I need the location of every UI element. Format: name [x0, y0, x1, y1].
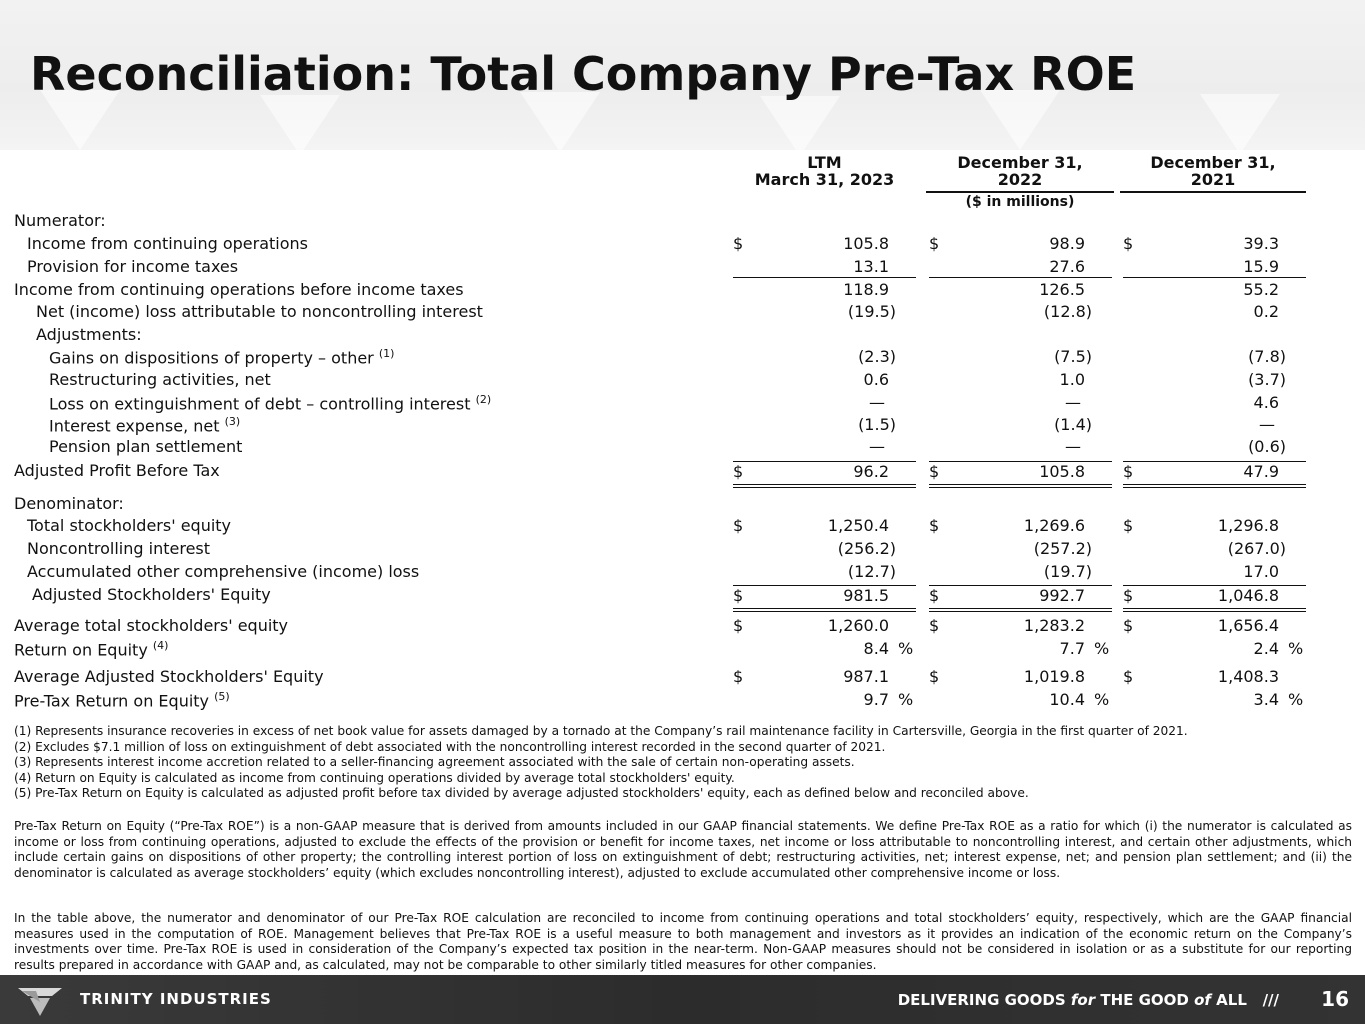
row-label-text: Adjusted Stockholders' Equity — [32, 585, 271, 604]
percent-sign: % — [898, 690, 914, 709]
cell-value: — — [869, 437, 885, 456]
footnote: (3) Represents interest income accretion related to a seller-financing agreement associated with the sale of certain non-operating assets. — [14, 755, 855, 769]
banner-decoration — [760, 96, 840, 150]
value-cell — [1123, 370, 1306, 392]
cell-value: 3.4 — [1253, 690, 1279, 709]
cell-value: (0.6) — [1248, 437, 1286, 456]
value-cell — [733, 302, 916, 324]
row-label-text: Net (income) loss attributable to noncontrolling interest — [36, 302, 483, 321]
column-header-ltm — [733, 154, 916, 188]
value-cell — [929, 347, 1112, 369]
value-cell — [1123, 437, 1306, 459]
cell-value: 1,269.6 — [1023, 516, 1085, 535]
value-cell — [929, 667, 1112, 689]
table-row — [0, 461, 1365, 483]
row-label — [49, 415, 240, 435]
unit-note: ($ in millions) — [965, 194, 1075, 210]
tagline-slashes: /// — [1262, 991, 1279, 1009]
cell-value: (257.2) — [1033, 539, 1092, 558]
row-label-text: Accumulated other comprehensive (income) loss — [27, 562, 420, 581]
dollar-sign: $ — [1123, 462, 1134, 481]
cell-value: 1,250.4 — [827, 516, 889, 535]
column-header-2021 — [1120, 154, 1306, 193]
definition-paragraph: Pre-Tax Return on Equity (“Pre-Tax ROE”) is a non-GAAP measure that is derived from amounts included in our GAAP financial statements. We define Pre-Tax ROE as a ratio for which (i) the numerator is calculated as income or loss from continuing operations, adjusted to exclude the effects of the provision or benefit for income taxes, net income or loss attributable to noncontrolling interest, and certain other adjustments, which include certain gains on dispositions of other property; the controlling interest portion of loss on extinguishment of debt; restructuring activities, net; interest expense, net; and pension plan settlement; and (ii) the denominator is calculated as average stockholders’ equity (which excludes noncontrolling interest), adjusted to exclude accumulated other comprehensive income or loss. — [14, 819, 1352, 880]
cell-value: (1.4) — [1054, 415, 1092, 434]
value-cell — [1123, 257, 1306, 278]
row-label-text: Loss on extinguishment of debt – controlling interest — [49, 394, 471, 414]
row-label — [27, 516, 231, 535]
tagline-part: DELIVERING GOODS — [897, 991, 1071, 1009]
dollar-sign: $ — [733, 616, 744, 635]
value-cell — [1123, 516, 1306, 538]
footnotes — [14, 724, 1354, 802]
cell-value: 118.9 — [843, 280, 889, 299]
value-cell — [733, 585, 916, 612]
row-label-text: Provision for income taxes — [27, 257, 239, 276]
banner-decoration — [1200, 94, 1280, 150]
column-header-line: LTM — [807, 153, 842, 172]
cell-value: (12.7) — [847, 562, 896, 581]
footnote-ref: (3) — [224, 415, 241, 428]
dollar-sign: $ — [929, 462, 940, 481]
cell-value: 39.3 — [1243, 234, 1279, 253]
value-cell — [929, 415, 1112, 437]
row-label-text: Income from continuing operations before income taxes — [14, 280, 464, 299]
table-row — [0, 415, 1365, 437]
cell-value: (19.7) — [1043, 562, 1092, 581]
row-label-text: Pension plan settlement — [49, 437, 243, 456]
percent-sign: % — [1094, 690, 1110, 709]
table-row — [0, 437, 1365, 459]
value-cell — [733, 461, 916, 488]
column-header-rule — [1120, 191, 1306, 193]
cell-value: 98.9 — [1049, 234, 1085, 253]
value-cell — [929, 562, 1112, 584]
table-row — [0, 494, 1365, 516]
row-label — [49, 347, 394, 367]
cell-value: 1.0 — [1059, 370, 1085, 389]
value-cell — [929, 393, 1112, 415]
row-label-text: Adjusted Profit Before Tax — [14, 461, 220, 480]
cell-value: 10.4 — [1049, 690, 1085, 709]
row-label-text: Restructuring activities, net — [49, 370, 271, 389]
value-cell — [1123, 393, 1306, 415]
row-label — [14, 690, 230, 710]
banner-decoration — [260, 95, 340, 150]
value-cell — [733, 257, 916, 278]
cell-value: (256.2) — [837, 539, 896, 558]
table-row — [0, 325, 1365, 347]
cell-value: 15.9 — [1243, 257, 1279, 276]
page-title: Reconciliation: Total Company Pre-Tax ROE — [30, 47, 1137, 101]
table-row — [0, 562, 1365, 584]
row-label-text: Gains on dispositions of property – other — [49, 348, 374, 368]
cell-value: 9.7 — [863, 690, 889, 709]
cell-value: 1,260.0 — [827, 616, 889, 635]
row-label-text: Total stockholders' equity — [27, 516, 232, 535]
value-cell — [733, 280, 916, 302]
value-cell — [733, 437, 916, 459]
cell-value: 1,296.8 — [1217, 516, 1279, 535]
row-label — [36, 325, 142, 344]
tagline-part: ALL — [1210, 991, 1247, 1009]
value-cell — [1123, 585, 1306, 612]
page-number: 16 — [1321, 987, 1349, 1011]
row-label — [14, 280, 464, 299]
value-cell — [733, 516, 916, 538]
row-label-text: Average total stockholders' equity — [14, 616, 289, 635]
cell-value: 981.5 — [843, 586, 889, 605]
value-cell — [733, 667, 916, 689]
row-label — [14, 494, 124, 513]
row-label-text: Numerator: — [14, 211, 106, 230]
table-row — [0, 393, 1365, 415]
column-header-line: December 31, — [957, 153, 1083, 172]
cell-value: (3.7) — [1248, 370, 1286, 389]
row-label-text: Adjustments: — [36, 325, 142, 344]
row-label-text: Interest expense, net — [49, 416, 220, 436]
cell-value: (7.8) — [1248, 347, 1286, 366]
footer-bar — [0, 975, 1365, 1024]
row-label-text: Pre-Tax Return on Equity — [14, 691, 210, 711]
tagline-part: THE GOOD — [1095, 991, 1195, 1009]
cell-value: 8.4 — [863, 639, 889, 658]
value-cell — [929, 616, 1112, 638]
row-label — [49, 393, 491, 413]
value-cell — [733, 415, 916, 437]
value-cell — [1123, 461, 1306, 488]
row-label-text: Return on Equity — [14, 640, 148, 660]
percent-sign: % — [1288, 690, 1304, 709]
footnote-ref: (4) — [152, 639, 169, 652]
cell-value: 992.7 — [1039, 586, 1085, 605]
value-cell — [733, 393, 916, 415]
value-cell — [1123, 562, 1306, 584]
table-row — [0, 585, 1365, 607]
dollar-sign: $ — [929, 516, 940, 535]
value-cell — [733, 562, 916, 584]
dollar-sign: $ — [733, 667, 744, 686]
table-row — [0, 211, 1365, 233]
value-cell — [1123, 415, 1306, 437]
title-banner — [0, 0, 1365, 150]
value-cell — [733, 539, 916, 561]
percent-sign: % — [1094, 639, 1110, 658]
value-cell — [733, 639, 916, 661]
tagline — [898, 991, 1279, 1009]
brand-name: TRINITY INDUSTRIES — [80, 990, 272, 1008]
dollar-sign: $ — [929, 586, 940, 605]
dollar-sign: $ — [1123, 586, 1134, 605]
cell-value: 0.2 — [1253, 302, 1279, 321]
value-cell — [929, 461, 1112, 488]
table-row — [0, 234, 1365, 256]
row-label — [27, 539, 210, 558]
cell-value: 1,656.4 — [1217, 616, 1279, 635]
dollar-sign: $ — [733, 586, 744, 605]
cell-value: 105.8 — [843, 234, 889, 253]
tagline-part: for — [1070, 991, 1096, 1009]
dollar-sign: $ — [1123, 616, 1134, 635]
column-header-line: 2021 — [1190, 170, 1236, 189]
cell-value: 126.5 — [1039, 280, 1085, 299]
cell-value: 7.7 — [1059, 639, 1085, 658]
dollar-sign: $ — [1123, 516, 1134, 535]
value-cell — [733, 690, 916, 712]
cell-value: (2.3) — [858, 347, 896, 366]
dollar-sign: $ — [733, 462, 744, 481]
row-label — [14, 667, 324, 686]
row-label — [32, 585, 271, 604]
table-row — [0, 280, 1365, 302]
cell-value: 1,408.3 — [1217, 667, 1279, 686]
column-header-2022 — [926, 154, 1114, 193]
percent-sign: % — [1288, 639, 1304, 658]
value-cell — [929, 690, 1112, 712]
cell-value: 13.1 — [853, 257, 889, 276]
value-cell — [929, 437, 1112, 459]
footnote: (2) Excludes $7.1 million of loss on extinguishment of debt associated with the noncontrolling interest recorded in the second quarter of 2021. — [14, 739, 886, 754]
row-label-text: Denominator: — [14, 494, 124, 513]
table-row — [0, 302, 1365, 324]
cell-value: 4.6 — [1253, 393, 1279, 412]
value-cell — [1123, 347, 1306, 369]
row-label — [14, 461, 220, 480]
cell-value: 2.4 — [1253, 639, 1279, 658]
cell-value: 1,046.8 — [1217, 586, 1279, 605]
cell-value: 55.2 — [1243, 280, 1279, 299]
value-cell — [929, 280, 1112, 302]
value-cell — [733, 370, 916, 392]
percent-sign: % — [898, 639, 914, 658]
row-label — [14, 211, 106, 230]
dollar-sign: $ — [733, 234, 744, 253]
cell-value: — — [869, 393, 885, 412]
cell-value: 105.8 — [1039, 462, 1085, 481]
cell-value: 17.0 — [1243, 562, 1279, 581]
dollar-sign: $ — [929, 234, 940, 253]
table-row — [0, 516, 1365, 538]
footnote-ref: (2) — [475, 393, 492, 406]
cell-value: (7.5) — [1054, 347, 1092, 366]
dollar-sign: $ — [733, 516, 744, 535]
cell-value: 47.9 — [1243, 462, 1279, 481]
column-header-rule — [926, 191, 1114, 193]
value-cell — [1123, 302, 1306, 324]
table-row — [0, 539, 1365, 561]
table-row — [0, 690, 1365, 712]
value-cell — [733, 616, 916, 638]
footnote-ref: (5) — [214, 690, 230, 703]
value-cell — [929, 257, 1112, 278]
explanation-paragraph: In the table above, the numerator and denominator of our Pre-Tax ROE calculation are reconciled to income from continuing operations and total stockholders’ equity, respectively, which are the GAAP financial measures used in the computation of ROE. Management believes that Pre-Tax ROE is a useful measure to both management and investors as it provides an indication of the economic return on the Company’s investments over time. Pre-Tax ROE is used in consideration of the Company’s expected tax position in the near-term. Non-GAAP measures should not be considered in isolation or as a substitute for our reporting results prepared in accordance with GAAP and, as calculated, may not be comparable to other similarly titled measures for other companies. — [14, 911, 1352, 972]
cell-value: (1.5) — [858, 415, 896, 434]
row-label — [49, 370, 271, 389]
value-cell — [929, 302, 1112, 324]
cell-value: 1,283.2 — [1023, 616, 1085, 635]
column-header-line: March 31, 2023 — [754, 170, 895, 189]
value-cell — [733, 347, 916, 369]
cell-value: 27.6 — [1049, 257, 1085, 276]
table-row — [0, 347, 1365, 369]
row-label-text: Average Adjusted Stockholders' Equity — [14, 667, 324, 686]
dollar-sign: $ — [929, 616, 940, 635]
value-cell — [1123, 280, 1306, 302]
table-row — [0, 667, 1365, 689]
table-row — [0, 370, 1365, 392]
value-cell — [1123, 234, 1306, 256]
dollar-sign: $ — [1123, 667, 1134, 686]
footnote-ref: (1) — [378, 347, 395, 360]
cell-value: 96.2 — [853, 462, 889, 481]
footnote: (4) Return on Equity is calculated as income from continuing operations divided by average total stockholders' equity. — [14, 770, 735, 785]
row-label — [36, 302, 483, 321]
value-cell — [929, 539, 1112, 561]
column-header-line: 2022 — [997, 170, 1043, 189]
cell-value: 0.6 — [863, 370, 889, 389]
value-cell — [1123, 616, 1306, 638]
row-label — [49, 437, 242, 456]
row-label — [14, 616, 288, 635]
table-row — [0, 616, 1365, 638]
value-cell — [1123, 539, 1306, 561]
row-label — [27, 234, 308, 253]
value-cell — [929, 639, 1112, 661]
value-cell — [1123, 690, 1306, 712]
tagline-part: of — [1194, 991, 1211, 1009]
value-cell — [1123, 639, 1306, 661]
column-header-line: December 31, — [1150, 153, 1276, 172]
value-cell — [929, 370, 1112, 392]
row-label-text: Income from continuing operations — [27, 234, 308, 253]
table-row — [0, 639, 1365, 661]
row-label — [14, 639, 168, 659]
footnote: (1) Represents insurance recoveries in excess of net book value for assets damaged by a tornado at the Company’s rail maintenance facility in Cartersville, Georgia in the first quarter of 2021. — [14, 724, 1188, 738]
cell-value: — — [1065, 393, 1081, 412]
row-label — [27, 562, 419, 581]
row-label — [27, 257, 238, 276]
row-label-text: Noncontrolling interest — [27, 539, 211, 558]
table-row — [0, 257, 1365, 279]
value-cell — [929, 234, 1112, 256]
cell-value: 1,019.8 — [1023, 667, 1085, 686]
value-cell — [929, 585, 1112, 612]
cell-value: 987.1 — [843, 667, 889, 686]
dollar-sign: $ — [929, 667, 940, 686]
cell-value: (19.5) — [847, 302, 896, 321]
cell-value: — — [1259, 415, 1275, 434]
value-cell — [929, 516, 1112, 538]
footnote: (5) Pre-Tax Return on Equity is calculated as adjusted profit before tax divided by average adjusted stockholders' equity, each as defined below and reconciled above. — [14, 786, 1029, 800]
dollar-sign: $ — [1123, 234, 1134, 253]
trinity-logo-icon — [16, 982, 64, 1018]
cell-value: (12.8) — [1043, 302, 1092, 321]
value-cell — [733, 234, 916, 256]
cell-value: — — [1065, 437, 1081, 456]
cell-value: (267.0) — [1227, 539, 1286, 558]
value-cell — [1123, 667, 1306, 689]
